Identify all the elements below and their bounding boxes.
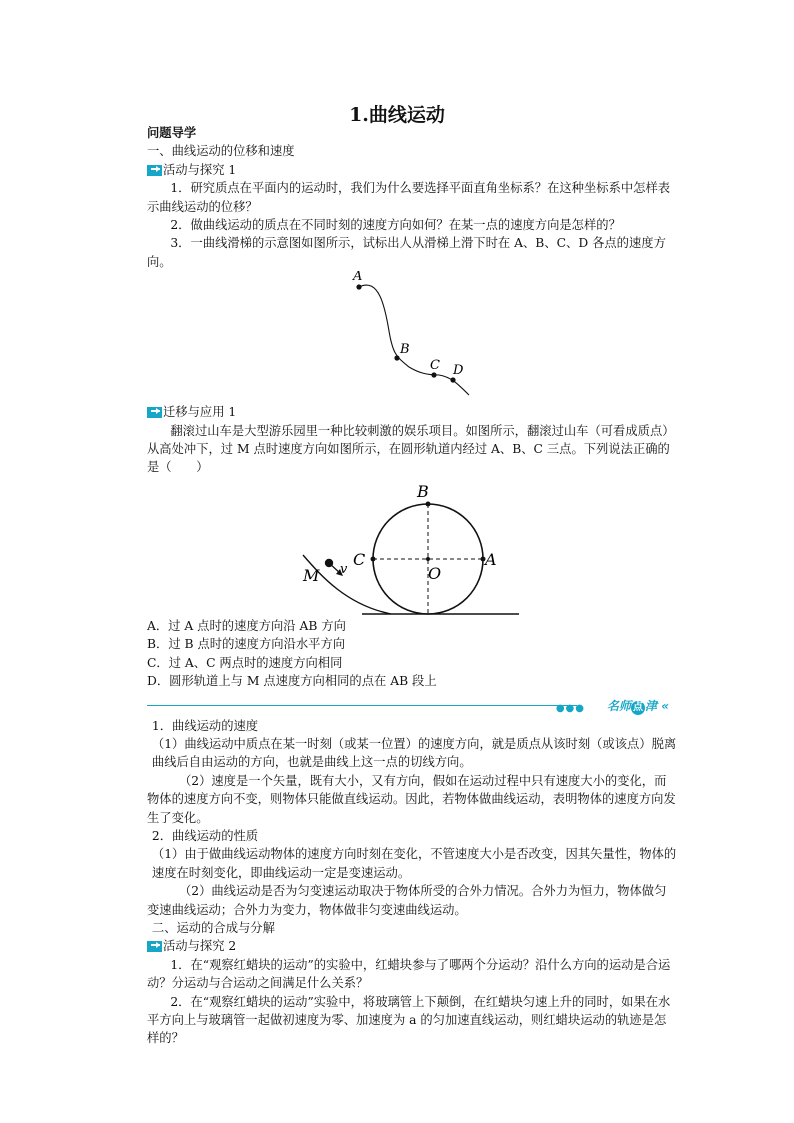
badge-left: 名师	[606, 698, 631, 713]
label-c: C	[430, 358, 440, 374]
activity1-tag	[147, 161, 677, 179]
point-d	[450, 378, 455, 383]
summary2-heading: 2．曲线运动的性质	[151, 828, 259, 843]
activity1-tag-label: 活动与探究 1	[163, 162, 237, 177]
activity1-question-2: 2．做曲线运动的质点在不同时刻的速度方向如何？在某一点的速度方向是怎样的？	[170, 218, 621, 233]
slide-curve-figure	[147, 271, 677, 403]
label-v: v	[340, 561, 348, 577]
point-c	[431, 373, 436, 378]
part1-heading: 一、曲线运动的位移和速度	[147, 144, 295, 159]
document-body	[147, 124, 677, 1048]
tips-divider	[147, 697, 677, 713]
center-o	[426, 557, 430, 561]
summary2-p1: （1）由于做曲线运动物体的速度方向时刻在变化，不管速度大小是否改变，因其矢量性，物体的速度在时刻变化，即曲线运动一定是变速运动。	[151, 847, 677, 880]
label-o: O	[428, 563, 442, 583]
arrow-tag-icon	[147, 165, 162, 176]
label-b: B	[417, 481, 429, 501]
part2-heading: 二、运动的合成与分解	[151, 920, 275, 935]
transfer1-tag-label: 迁移与应用 1	[163, 405, 237, 420]
label-a: A	[353, 271, 363, 285]
activity1-question-1: 1．研究质点在平面内的运动时，我们为什么要选择平面直角坐标系？在这种坐标系中怎样表示曲线运动的位移？	[147, 181, 671, 214]
activity2-question-2: 2．在“观察红蜡块的运动”实验中，将玻璃管上下颠倒，在红蜡块匀速上升的同时，如果在水平方向上与玻璃管一起做初速度为零、加速度为 a 的匀加速直线运动，则红蜡块运动的轨迹是怎样的？	[147, 994, 671, 1046]
option-d: D．圆形轨道上与 M 点速度方向相同的点在 AB 段上	[147, 674, 437, 689]
label-a: A	[485, 549, 497, 569]
label-d: D	[453, 363, 464, 379]
activity2-question-1: 1．在“观察红蜡块的运动”的实验中，红蜡块参与了哪两个分运动？沿什么方向的运动是合运动？分运动与合运动之间满足什么关系？	[147, 957, 671, 991]
option-a: A．过 A 点时的速度方向沿 AB 方向	[147, 618, 346, 633]
label-m: M	[303, 565, 320, 585]
summary1-heading: 1．曲线运动的速度	[151, 718, 259, 733]
arrow-tag-icon	[147, 941, 162, 952]
badge-right: 津	[645, 698, 658, 713]
point-a	[356, 285, 361, 290]
divider-line	[147, 705, 577, 706]
label-b: B	[400, 342, 410, 358]
point-b	[394, 356, 399, 361]
arrow-tag-icon	[147, 407, 162, 418]
label-c: C	[353, 549, 366, 569]
roller-coaster-figure	[147, 477, 677, 617]
divider-dots-icon: ●●●	[555, 702, 585, 714]
page-title: 1.曲线运动	[349, 104, 445, 126]
transfer1-tag	[147, 403, 677, 421]
option-c: C．过 A、C 两点时的速度方向相同	[147, 655, 343, 670]
activity2-tag	[147, 937, 677, 955]
tips-badge: 名师 点 津 «	[606, 698, 669, 713]
badge-mid: 点	[633, 701, 643, 713]
point-c	[371, 556, 376, 561]
summary1-p2: （2）速度是一个矢量，既有大小，又有方向，假如在运动过程中只有速度大小的变化，而物体的速度方向不变，则物体只能做直线运动。因此，若物体做曲线运动，表明物体的速度方向发生了变化。	[147, 773, 676, 825]
option-b: B．过 B 点时的速度方向沿水平方向	[147, 637, 346, 652]
activity1-question-3: 3．一曲线滑梯的示意图如图所示，试标出人从滑梯上滑下时在 A、B、C、D 各点的速度方向。	[147, 236, 666, 269]
section-heading: 问题导学	[147, 125, 197, 140]
activity2-tag-label: 活动与探究 2	[163, 939, 237, 954]
summary1-p1: （1）曲线运动中质点在某一时刻（或某一位置）的速度方向，就是质点从该时刻（或该点）脱离曲线后自由运动的方向，也就是曲线上这一点的切线方向。	[151, 736, 677, 770]
transfer1-text: 翻滚过山车是大型游乐园里一种比较刺激的娱乐项目。如图所示，翻滚过山车（可看成质点）从高处冲下，过 M 点时速度方向如图所示，在圆形轨道内经过 A、B、C 三点。下列说法正确的是（ ）	[147, 423, 675, 475]
point-b	[426, 501, 431, 506]
summary2-p2: （2）曲线运动是否为匀变速运动取决于物体所受的合外力情况。合外力为恒力，物体做匀变速曲线运动；合外力为变力，物体做非匀变速曲线运动。	[147, 884, 667, 917]
